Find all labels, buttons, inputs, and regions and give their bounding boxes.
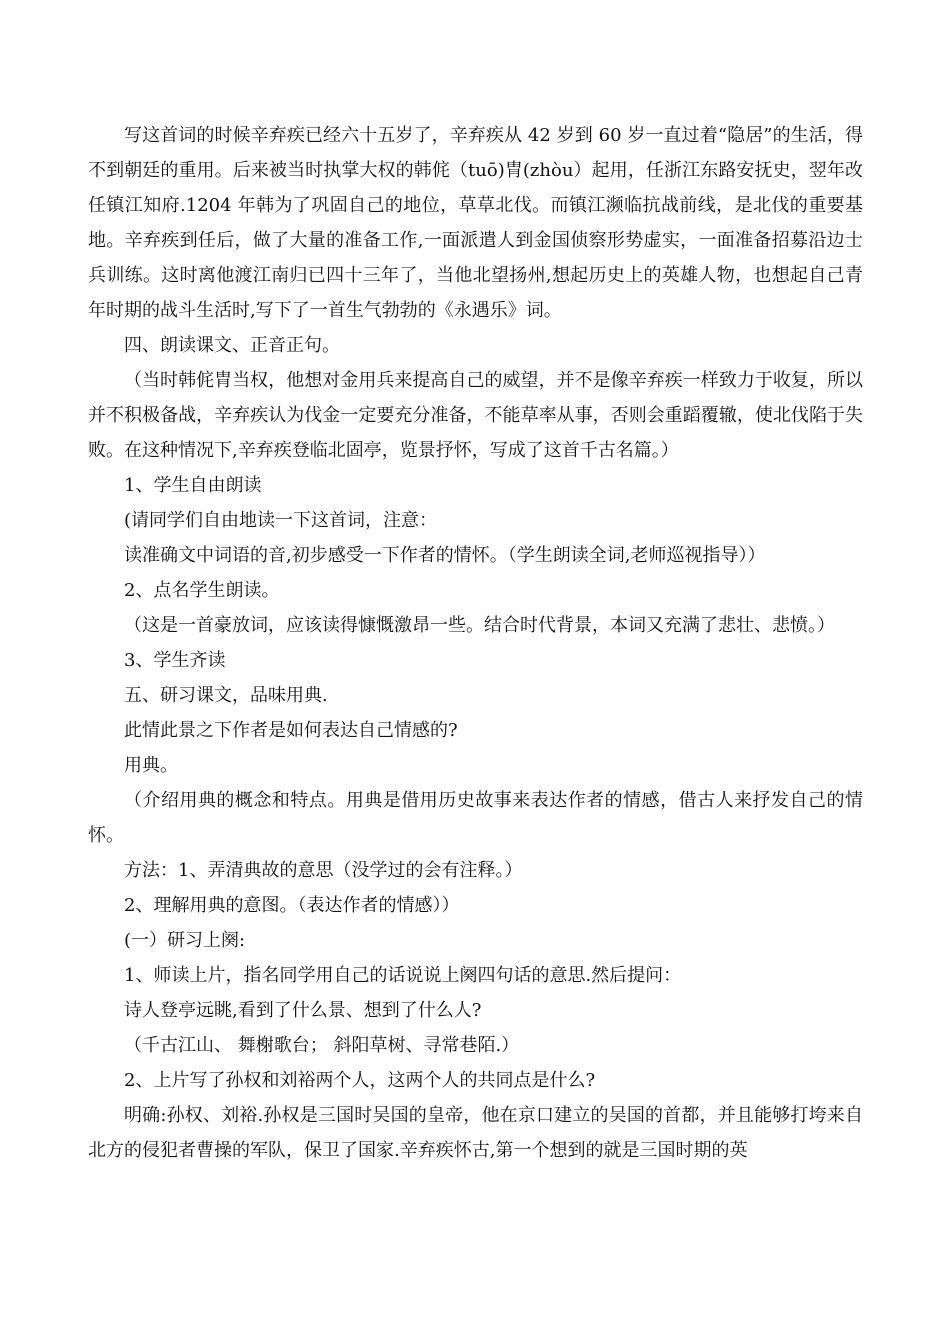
- method-step-1: 方法：1、弄清典故的意思（没学过的会有注释。）: [124, 860, 523, 881]
- note-allusion-concept: （介绍用典的概念和特点。用典是借用历史故事来表达作者的情感，借古人来抒发自己的情怀。: [88, 790, 863, 846]
- upper-step-1: 1、师读上片，指名同学用自己的话说说上阕四句话的意思.然后提问：: [124, 965, 682, 986]
- answer-allusion: 用典。: [124, 755, 178, 776]
- method-step-2: 2、理解用典的意图。（表达作者的情感））: [124, 895, 460, 916]
- instruction-free-reading: (请同学们自由地读一下这首词，注意：: [124, 510, 438, 531]
- paragraph-background: 写这首词的时候辛弃疾已经六十五岁了，辛弃疾从 42 岁到 60 岁一直过着“隐居”的生活，得不到朝廷的重用。后来被当时执掌大权的韩侂（tuō)胄(zhòu）起用，任浙江东路安抚史，翌年改任镇江知府.1204 年韩为了巩固自己的地位，草草北伐。而镇江濒临抗战前线，是北伐的重要基地。辛弃疾到任后，做了大量的准备工作,一面派遣人到金国侦察形势虚实，一面准备招募沿边士兵训练。这时离他渡江南归已四十三年了，当他北望扬州,想起历史上的英雄人物，也想起自己青年时期的战斗生活时,写下了一首生气勃勃的《永遇乐》词。: [88, 125, 863, 321]
- paragraph-note-han: （当时韩侂胄当权，他想对金用兵来提高自己的威望，并不是像辛弃疾一样致力于收复，所以并不积极备战，辛弃疾认为伐金一定要充分准备，不能草率从事，否则会重蹈覆辙，使北伐陷于失败。在这种情况下,辛弃疾登临北固亭，览景抒怀，写成了这首千古名篇。）: [88, 370, 863, 461]
- upper-answer-figures: 明确:孙权、刘裕.孙权是三国时吴国的皇帝，他在京口建立的吴国的首都，并且能够打垮来自北方的侵犯者曹操的军队，保卫了国家.辛弃疾怀古,第一个想到的就是三国时期的英: [88, 1105, 863, 1161]
- question-expression: 此情此景之下作者是如何表达自己情感的?: [124, 720, 458, 741]
- step-group-reading: 3、学生齐读: [124, 650, 226, 671]
- document-body: [88, 118, 863, 1168]
- note-reading-tone: （这是一首豪放词，应该读得慷慨激昂一些。结合时代背景，本词又充满了悲壮、悲愤。）: [124, 615, 835, 636]
- step-named-reading: 2、点名学生朗读。: [124, 580, 280, 601]
- subsection-heading-upper: (一）研习上阕:: [124, 930, 246, 951]
- section-heading-read-aloud: 四、朗读课文、正音正句。: [124, 335, 340, 356]
- upper-step-2: 2、上片写了孙权和刘裕两个人，这两个人的共同点是什么?: [124, 1070, 596, 1091]
- upper-question-scenery: 诗人登亭远眺,看到了什么景、想到了什么人?: [124, 1000, 482, 1021]
- instruction-pronunciation: 读准确文中词语的音,初步感受一下作者的情怀。（学生朗读全词,老师巡视指导））: [124, 545, 766, 566]
- section-heading-allusion: 五、研习课文，品味用典.: [124, 685, 328, 706]
- step-free-reading: 1、学生自由朗读: [124, 475, 262, 496]
- upper-answer-scenery: （千古江山、 舞榭歌台； 斜阳草树、寻常巷陌.）: [124, 1035, 520, 1056]
